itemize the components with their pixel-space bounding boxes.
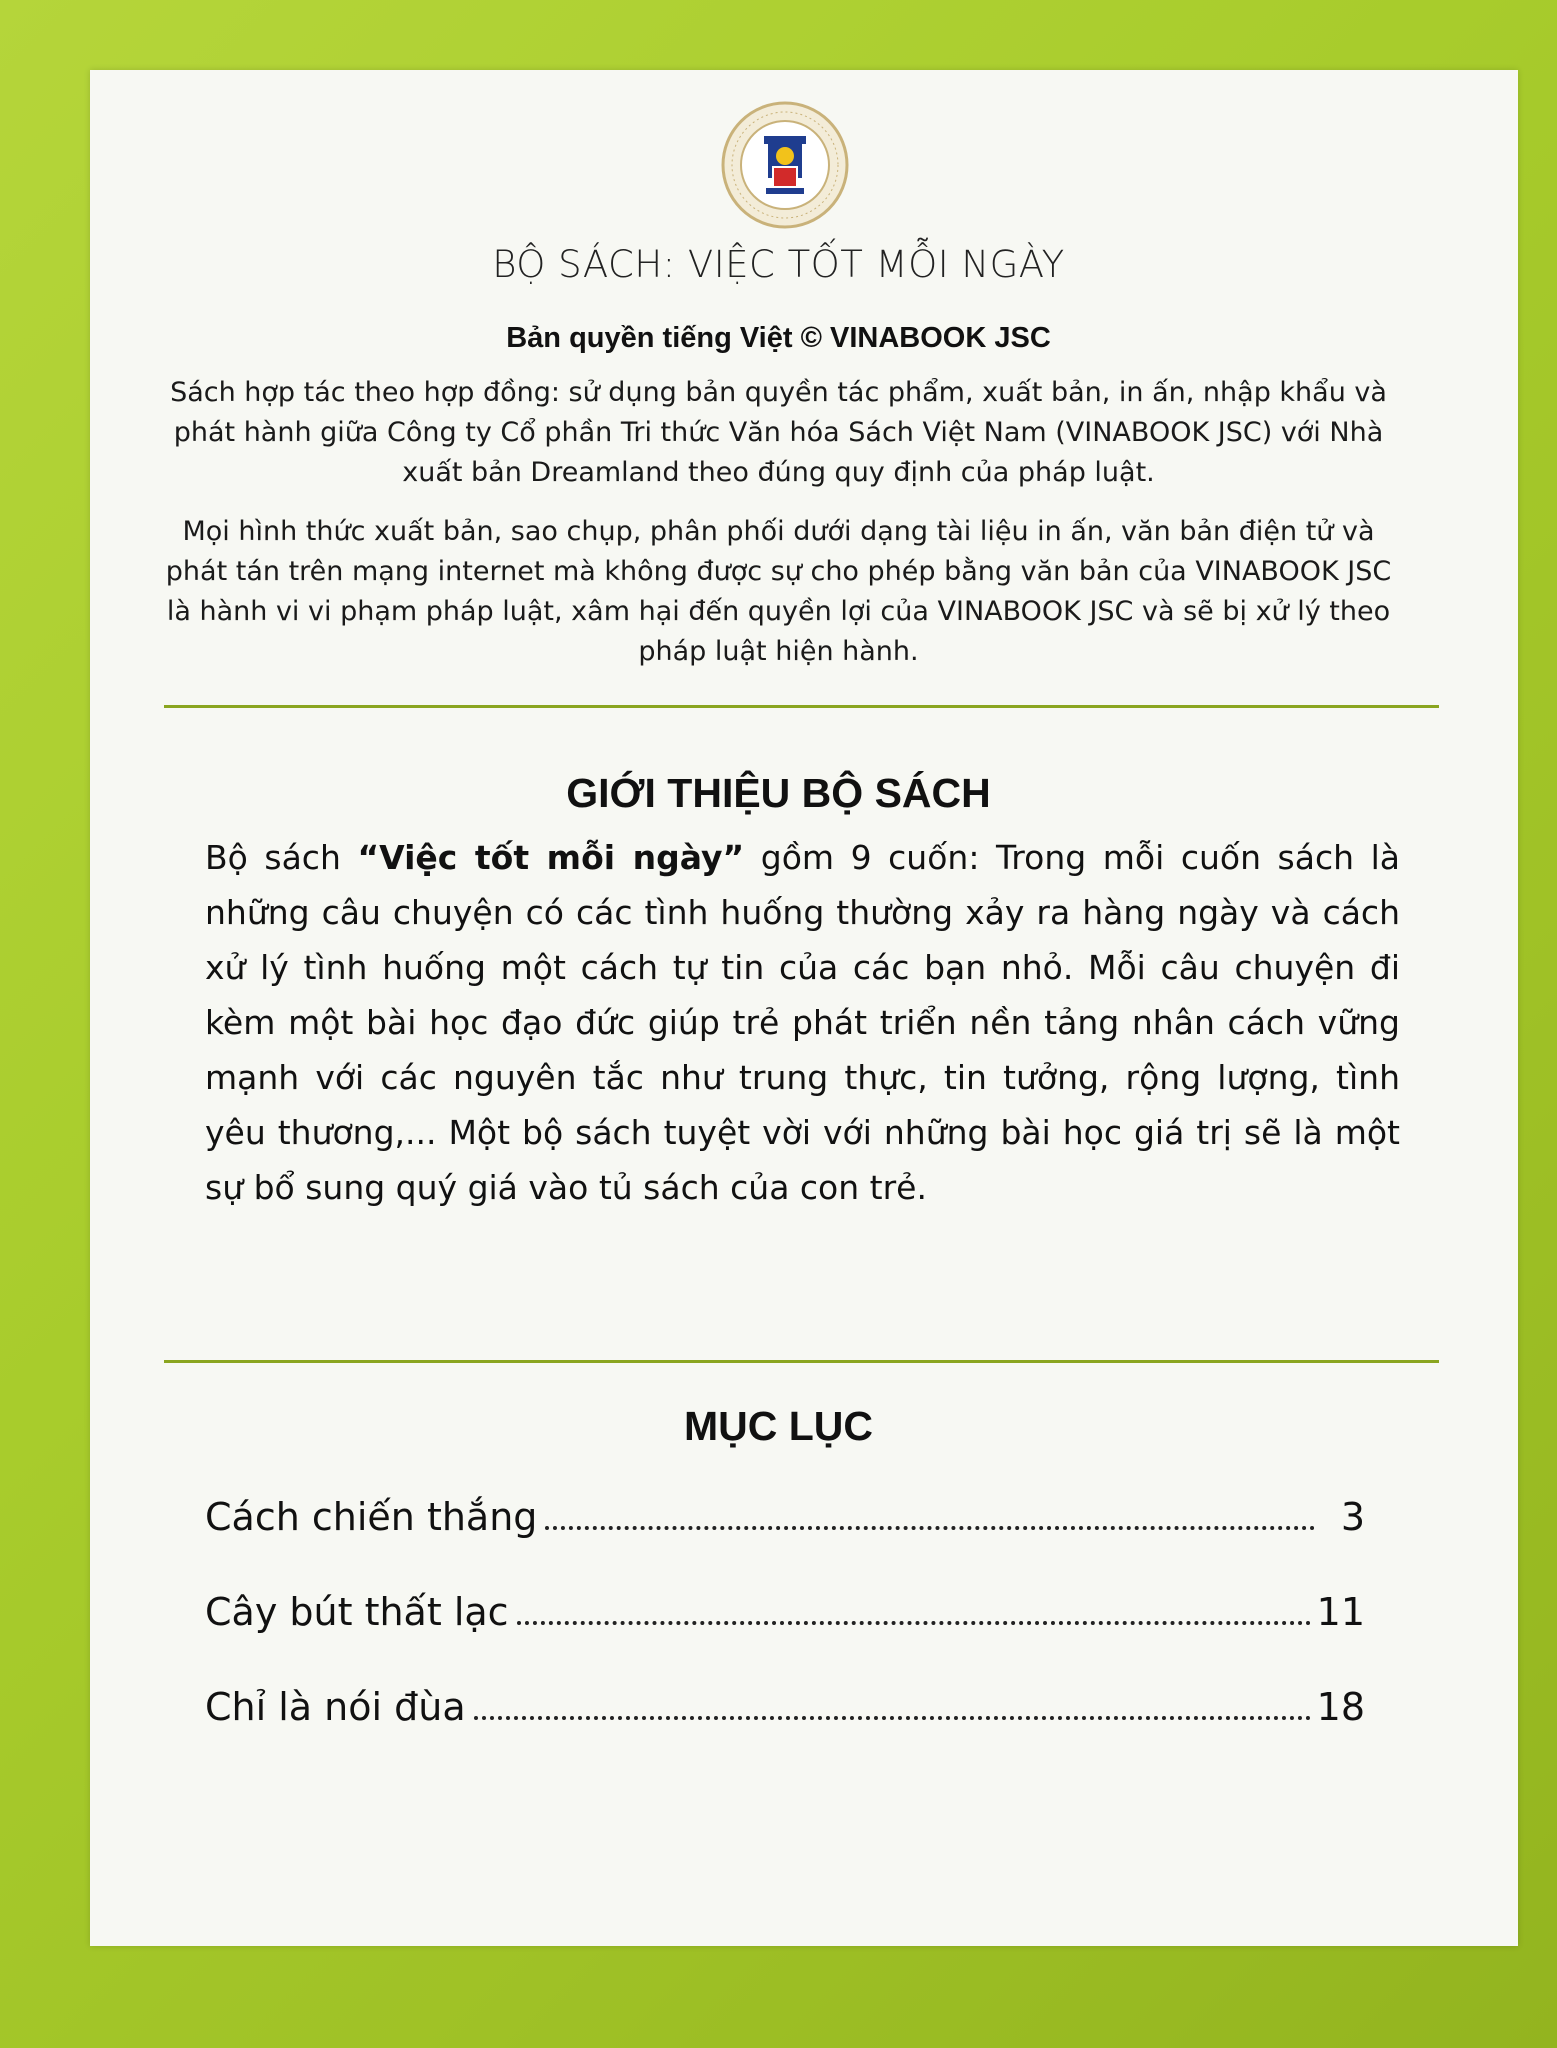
toc-entry-page: 11 <box>1316 1590 1365 1634</box>
intro-lead: Bộ sách <box>205 838 358 877</box>
toc-entry-page: 18 <box>1316 1685 1365 1729</box>
divider <box>164 1360 1439 1363</box>
toc-entry-title: Chỉ là nói đùa <box>205 1685 466 1729</box>
toc-entry <box>205 1685 1365 1780</box>
toc-entry <box>205 1590 1365 1685</box>
toc-entry-title: Cây bút thất lạc <box>205 1590 509 1634</box>
contract-paragraph: Sách hợp tác theo hợp đồng: sử dụng bản quyền tác phẩm, xuất bản, in ấn, nhập khẩu và phát hành giữa Công ty Cổ phần Tri thức Văn hóa Sách Việt Nam (VINABOOK JSC) với Nhà xuất bản Dreamland theo đúng quy định của pháp luật. <box>170 377 1387 488</box>
intro-book-name: “Việc tốt mỗi ngày” <box>357 838 745 877</box>
toc-heading: MỤC LỤC <box>683 1403 874 1449</box>
intro-heading: GIỚI THIỆU BỘ SÁCH <box>566 770 991 816</box>
toc-entry-title: Cách chiến thắng <box>205 1495 538 1539</box>
copyright-line: Bản quyền tiếng Việt © VINABOOK JSC <box>506 322 1051 354</box>
intro-text: gồm 9 cuốn: Trong mỗi cuốn sách là những câu chuyện có các tình huống thường xảy ra hàng ngày và cách xử lý tình huống một cách tự tin của các bạn nhỏ. Mỗi câu chuyện đi kèm một bài học đạo đức giúp trẻ phát triển nền tảng nhân cách vững mạnh với các nguyên tắc như trung thực, tin tưởng, rộng lượng, tình yêu thương,... Một bộ sách tuyệt vời với những bài học giá trị sẽ là một sự bổ sung quý giá vào tủ sách của con trẻ. <box>205 838 1400 1207</box>
toc-leader-dots <box>474 1716 1311 1720</box>
toc-leader-dots <box>517 1621 1311 1625</box>
toc-leader-dots <box>545 1526 1315 1530</box>
toc-entry <box>205 1495 1365 1590</box>
intro-paragraph <box>205 830 1400 1215</box>
publisher-seal-logo-icon <box>720 100 850 230</box>
rights-paragraph: Mọi hình thức xuất bản, sao chụp, phân phối dưới dạng tài liệu in ấn, văn bản điện tử và phát tán trên mạng internet mà không được sự cho phép bằng văn bản của VINABOOK JSC là hành vi vi phạm pháp luật, xâm hại đến quyền lợi của VINABOOK JSC và sẽ bị xử lý theo pháp luật hiện hành. <box>165 516 1392 667</box>
table-of-contents <box>205 1495 1365 1780</box>
toc-entry-page: 3 <box>1340 1495 1365 1539</box>
divider <box>164 705 1439 708</box>
series-title: BỘ SÁCH: VIỆC TỐT MỖI NGÀY <box>492 243 1065 286</box>
